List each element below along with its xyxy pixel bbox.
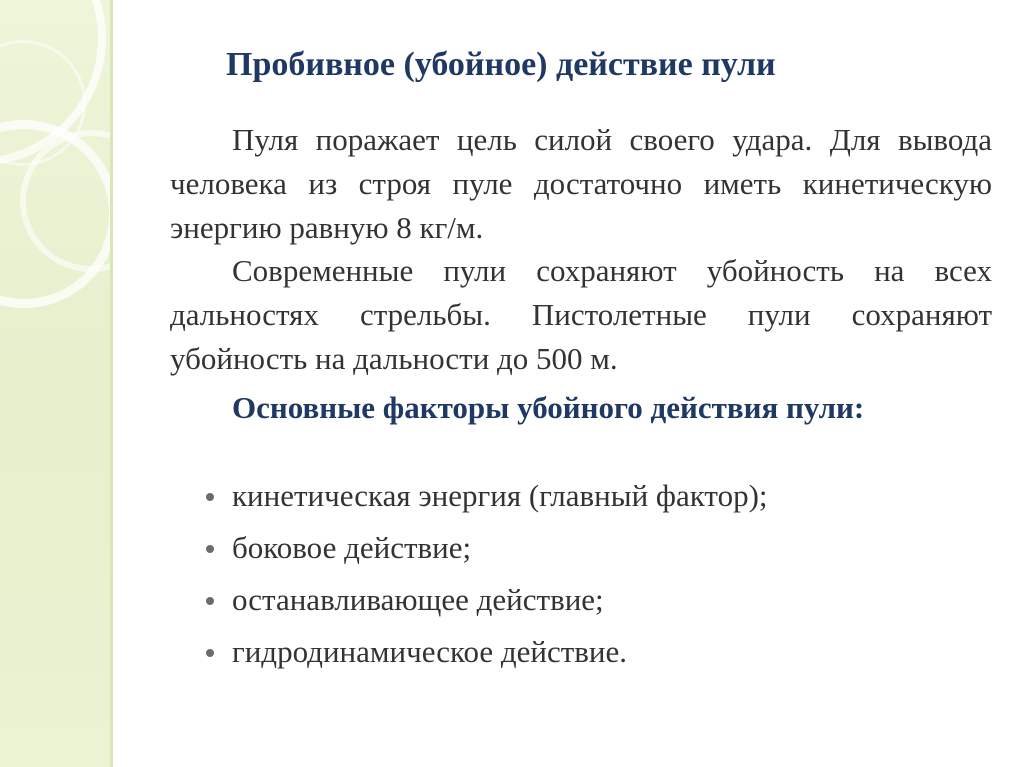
factor-text: гидродинамическое действие. [232,634,628,669]
list-item [200,578,768,630]
bullet-icon [206,649,214,657]
factors-list [200,474,768,682]
factor-text: кинетическая энергия (главный фактор); [232,478,768,513]
factors-heading: Основные факторы убойного действия пули: [232,390,865,425]
list-item [200,474,768,526]
bullet-icon [206,545,214,553]
bullet-icon [206,493,214,501]
list-item [200,526,768,578]
decorative-sidebar [0,0,112,767]
slide-title: Пробивное (убойное) действие пули [226,46,776,83]
factor-text: боковое действие; [232,530,472,565]
paragraph-range: Современные пули сохраняют убойность на всех дальностях стрельбы. Пистолетные пули сохраняют убойность на дальности до 500 м. [170,253,992,376]
sidebar-divider [110,0,113,767]
paragraph-impact: Пуля поражает цель силой своего удара. Для вывода человека из строя пуле достаточно иметь кинетическую энергию равную 8 кг/м. [170,122,992,245]
factor-text: останавливающее действие; [232,582,604,617]
bullet-icon [206,597,214,605]
list-item [200,630,768,682]
